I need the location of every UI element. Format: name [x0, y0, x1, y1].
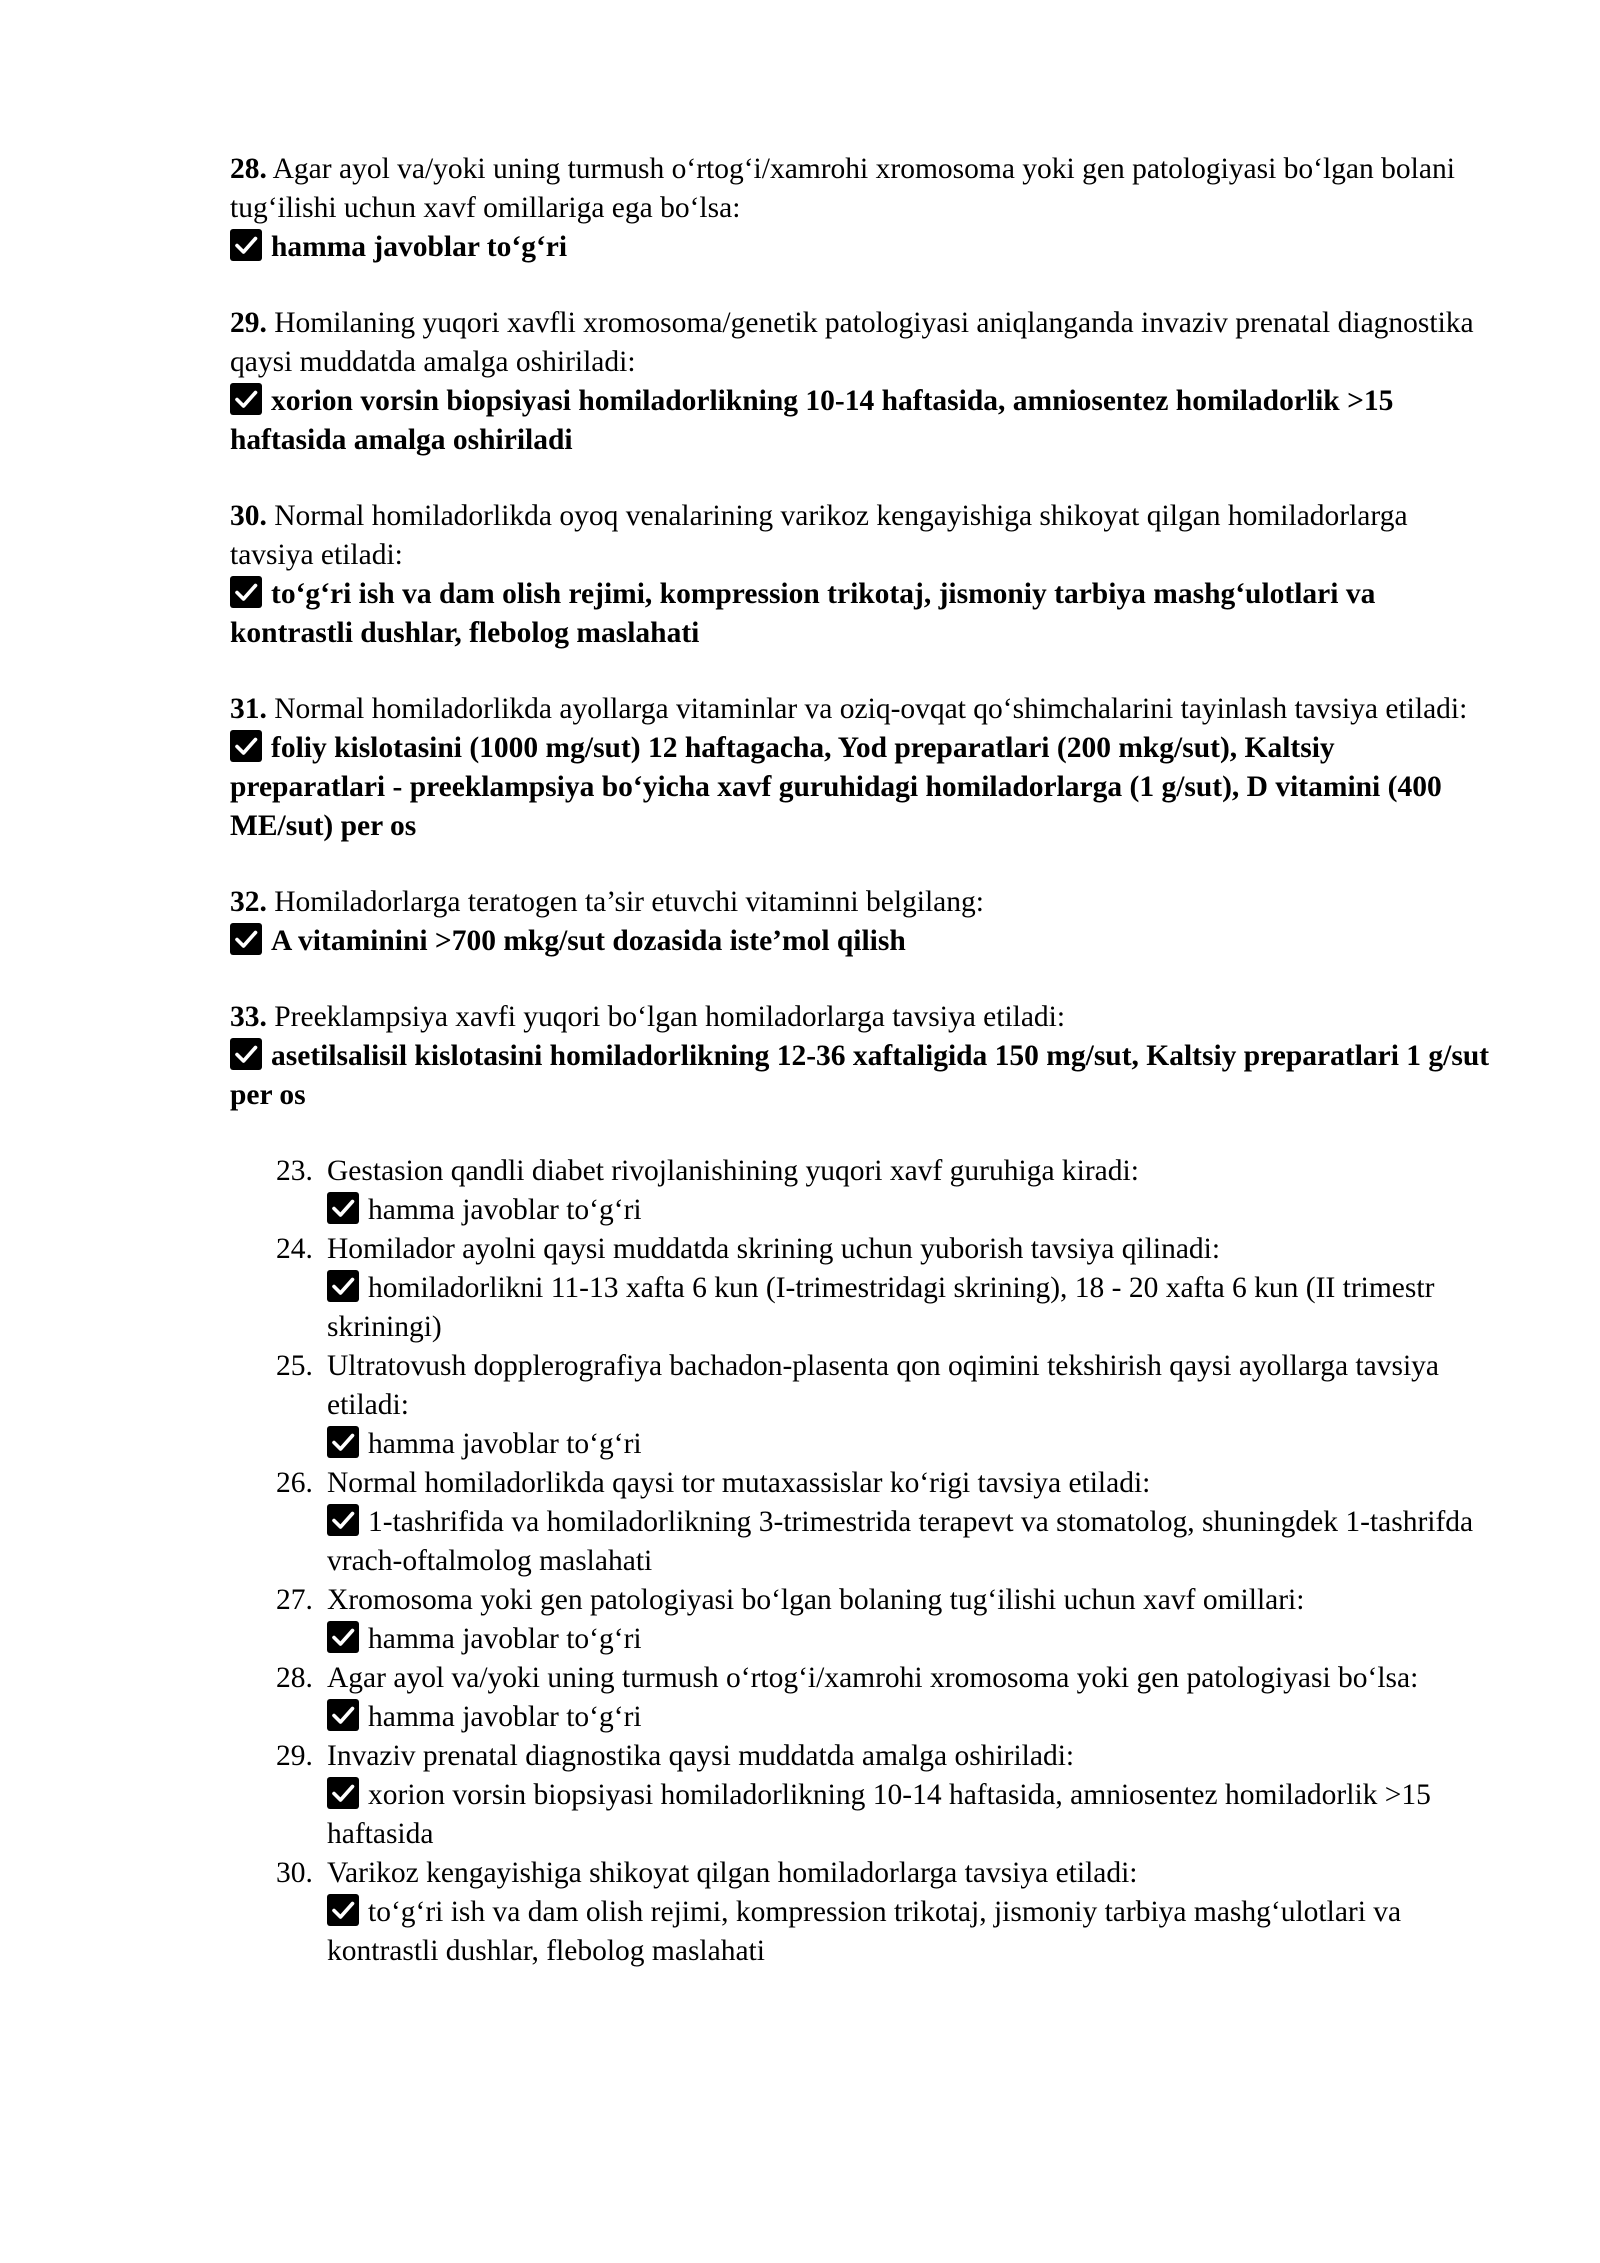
list-item — [230, 1464, 1490, 1581]
list-item-question: Invaziv prenatal diagnostika qaysi muddatda amalga oshiriladi: — [327, 1740, 1075, 1772]
list-item — [230, 1854, 1490, 1971]
answer-text: foliy kislotasini (1000 mg/sut) 12 haftagacha, Yod preparatlari (200 mkg/sut), Kaltsiy preparatlari - preeklampsiya bo‘yicha xavf guruhidagi homiladorlarga (1 g/sut), D vitamini (400 ME/sut) per os — [230, 732, 1442, 842]
answer-text: asetilsalisil kislotasini homiladorlikning 12-36 xaftaligida 150 mg/sut, Kaltsiy preparatlari 1 g/sut per os — [230, 1040, 1490, 1111]
answer — [230, 228, 1490, 267]
answer-text: xorion vorsin biopsiyasi homiladorlikning 10-14 haftasida, amniosentez homiladorlik >15 haftasida amalga oshiriladi — [230, 385, 1394, 456]
question-number: 28. — [230, 153, 267, 185]
question-number: 33. — [230, 1001, 267, 1033]
question-label: Homiladorlarga teratogen ta’sir etuvchi vitaminni belgilang: — [274, 886, 984, 918]
list-item-question: Normal homiladorlikda qaysi tor mutaxassislar ko‘rigi tavsiya etiladi: — [327, 1467, 1151, 1499]
list-item-answer — [327, 1776, 1490, 1854]
document-page — [230, 150, 1490, 1971]
checkbox-checked-icon — [327, 1621, 359, 1653]
answer-text: homiladorlikni 11-13 xafta 6 kun (I-trimestridagi skrining), 18 - 20 xafta 6 kun (II trimestr skriningi) — [327, 1272, 1435, 1343]
question-text — [230, 998, 1490, 1037]
list-item-number: 27. — [276, 1584, 313, 1616]
question-number: 31. — [230, 693, 267, 725]
answer — [230, 575, 1490, 653]
question-block — [230, 998, 1490, 1115]
answer — [230, 382, 1490, 460]
question-block — [230, 497, 1490, 653]
checkbox-checked-icon — [327, 1192, 359, 1224]
list-item-answer — [327, 1893, 1490, 1971]
list-item — [230, 1347, 1490, 1464]
list-item-answer — [327, 1191, 1490, 1230]
question-label: Preeklampsiya xavfi yuqori bo‘lgan homiladorlarga tavsiya etiladi: — [274, 1001, 1066, 1033]
list-item-number: 29. — [276, 1740, 313, 1772]
question-number: 30. — [230, 500, 267, 532]
list-item-answer — [327, 1425, 1490, 1464]
list-item-number: 24. — [276, 1233, 313, 1265]
question-text — [230, 304, 1490, 382]
question-text — [230, 690, 1490, 729]
list-item-question: Agar ayol va/yoki uning turmush o‘rtog‘i/xamrohi xromosoma yoki gen patologiyasi bo‘lsa: — [327, 1662, 1419, 1694]
answer-text: hamma javoblar to‘g‘ri — [368, 1701, 642, 1733]
list-item-question: Xromosoma yoki gen patologiyasi bo‘lgan bolaning tug‘ilishi uchun xavf omillari: — [327, 1584, 1305, 1616]
list-item — [230, 1230, 1490, 1347]
list-item-question: Varikoz kengayishiga shikoyat qilgan homiladorlarga tavsiya etiladi: — [327, 1857, 1138, 1889]
answer-text: hamma javoblar to‘g‘ri — [368, 1623, 642, 1655]
list-item-answer — [327, 1269, 1490, 1347]
list-item-answer — [327, 1698, 1490, 1737]
list-item — [230, 1659, 1490, 1737]
question-number: 29. — [230, 307, 267, 339]
question-block — [230, 883, 1490, 961]
question-block — [230, 690, 1490, 846]
checkbox-checked-icon — [327, 1777, 359, 1809]
answer — [230, 922, 1490, 961]
checkbox-checked-icon — [327, 1699, 359, 1731]
answer — [230, 729, 1490, 846]
question-text — [230, 497, 1490, 575]
question-block — [230, 150, 1490, 267]
answer-text: 1-tashrifida va homiladorlikning 3-trimestrida terapevt va stomatolog, shuningdek 1-tashrifda vrach-oftalmolog maslahati — [327, 1506, 1474, 1577]
question-label: Normal homiladorlikda ayollarga vitaminlar va oziq-ovqat qo‘shimchalarini tayinlash tavsiya etiladi: — [274, 693, 1468, 725]
list-item-number: 30. — [276, 1857, 313, 1889]
question-text — [230, 883, 1490, 922]
checkbox-checked-icon — [230, 923, 262, 955]
list-item-number: 23. — [276, 1155, 313, 1187]
answer-text: hamma javoblar to‘g‘ri — [271, 231, 568, 263]
checkbox-checked-icon — [327, 1504, 359, 1536]
list-item-answer — [327, 1503, 1490, 1581]
answer-text: to‘g‘ri ish va dam olish rejimi, kompression trikotaj, jismoniy tarbiya mashg‘ulotlari va kontrastli dushlar, flebolog maslahati — [230, 578, 1376, 649]
checkbox-checked-icon — [327, 1894, 359, 1926]
checkbox-checked-icon — [327, 1270, 359, 1302]
list-item-question: Ultratovush dopplerografiya bachadon-plasenta qon oqimini tekshirish qaysi ayollarga tavsiya etiladi: — [327, 1350, 1439, 1421]
question-label: Homilaning yuqori xavfli xromosoma/genetik patologiyasi aniqlanganda invaziv prenatal diagnostika qaysi muddatda amalga oshiriladi: — [230, 307, 1474, 378]
answer — [230, 1037, 1490, 1115]
answer-text: hamma javoblar to‘g‘ri — [368, 1194, 642, 1226]
checkbox-checked-icon — [230, 383, 262, 415]
checkbox-checked-icon — [230, 730, 262, 762]
list-item-question: Homilador ayolni qaysi muddatda skrining uchun yuborish tavsiya qilinadi: — [327, 1233, 1221, 1265]
list-item — [230, 1581, 1490, 1659]
answer-text: to‘g‘ri ish va dam olish rejimi, kompression trikotaj, jismoniy tarbiya mashg‘ulotlari va kontrastli dushlar, flebolog maslahati — [327, 1896, 1402, 1967]
answer-text: A vitaminini >700 mkg/sut dozasida iste’mol qilish — [271, 925, 906, 957]
question-number: 32. — [230, 886, 267, 918]
list-item — [230, 1152, 1490, 1230]
checkbox-checked-icon — [230, 576, 262, 608]
question-text — [230, 150, 1490, 228]
list-item — [230, 1737, 1490, 1854]
checkbox-checked-icon — [230, 1038, 262, 1070]
list-item-number: 25. — [276, 1350, 313, 1382]
list-item-answer — [327, 1620, 1490, 1659]
list-item-number: 28. — [276, 1662, 313, 1694]
answer-text: xorion vorsin biopsiyasi homiladorlikning 10-14 haftasida, amniosentez homiladorlik >15 haftasida — [327, 1779, 1431, 1850]
checkbox-checked-icon — [327, 1426, 359, 1458]
question-block — [230, 304, 1490, 460]
answer-text: hamma javoblar to‘g‘ri — [368, 1428, 642, 1460]
numbered-list — [230, 1152, 1490, 1971]
list-item-question: Gestasion qandli diabet rivojlanishining yuqori xavf guruhiga kiradi: — [327, 1155, 1139, 1187]
checkbox-checked-icon — [230, 229, 262, 261]
question-label: Agar ayol va/yoki uning turmush o‘rtog‘i/xamrohi xromosoma yoki gen patologiyasi bo‘lgan bolani tug‘ilishi uchun xavf omillariga ega bo‘lsa: — [230, 153, 1455, 224]
list-item-number: 26. — [276, 1467, 313, 1499]
question-label: Normal homiladorlikda oyoq venalarining varikoz kengayishiga shikoyat qilgan homiladorlarga tavsiya etiladi: — [230, 500, 1408, 571]
